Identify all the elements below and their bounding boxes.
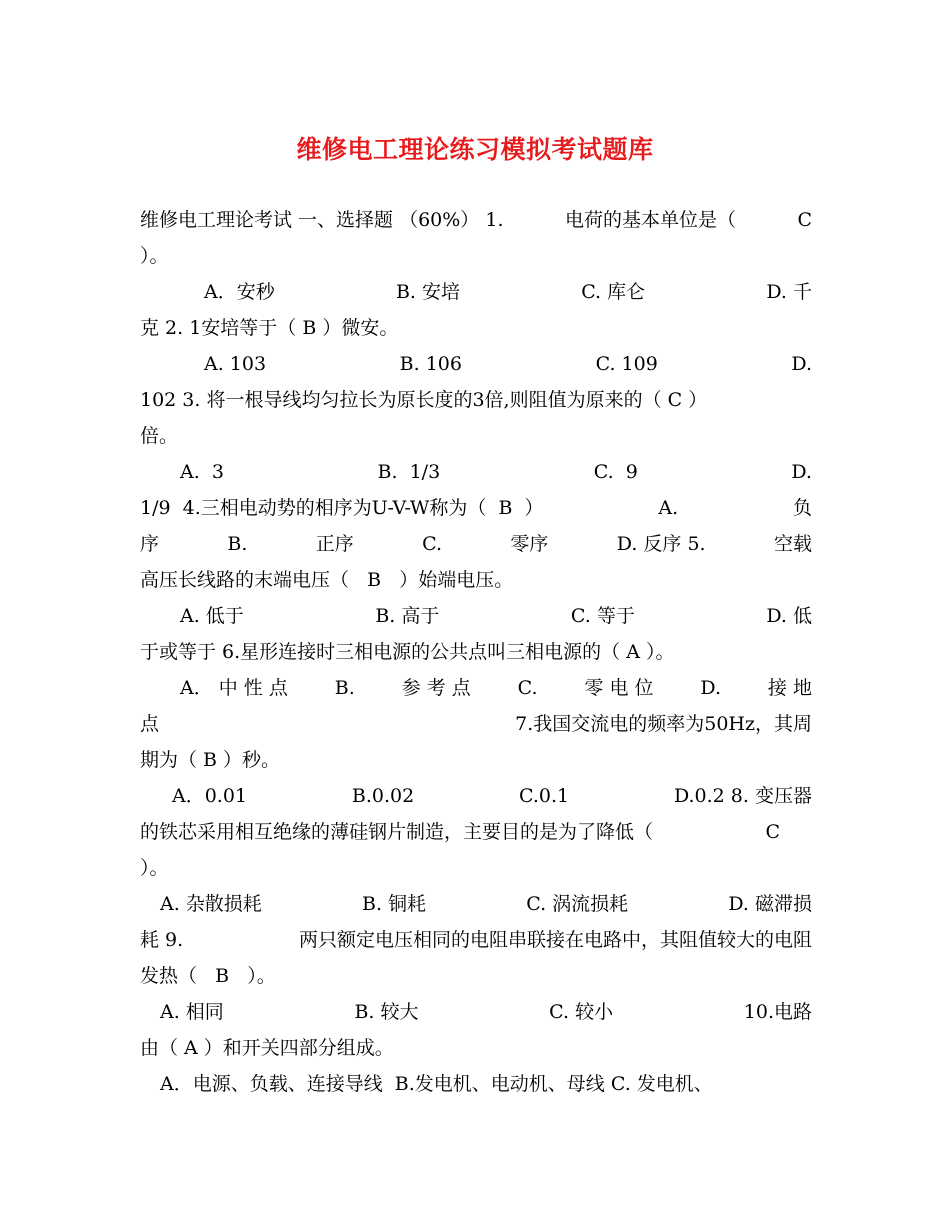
option-d: D.0.2 8. 变压器 xyxy=(673,785,812,807)
option-b: B. 安培 xyxy=(395,281,460,303)
option-a: A. 相同 xyxy=(160,1001,224,1023)
option-c: C. 9 xyxy=(593,461,638,483)
option-b: B.0.02 xyxy=(351,785,415,807)
text-segment: C xyxy=(797,209,812,231)
option-d: D. 低 xyxy=(766,605,812,627)
text-segment: 负 xyxy=(792,497,812,519)
option-d: D. xyxy=(791,461,812,483)
text-line xyxy=(140,634,812,670)
text-segment: 点 xyxy=(140,713,160,735)
option-d: D. 磁滞损 xyxy=(728,893,812,915)
options-line xyxy=(140,598,812,634)
document-body xyxy=(140,202,812,1102)
text-segment: 两只额定电压相同的电阻串联接在电路中，其阻值较大的电阻 xyxy=(298,929,812,951)
document-title: 维修电工理论练习模拟考试题库 xyxy=(296,135,654,164)
text-segment: 倍。 xyxy=(140,425,179,447)
text-segment: A. xyxy=(658,497,679,519)
text-segment: 维修电工理论考试 一、选择题 （60%） 1. xyxy=(140,209,504,231)
option-a: A. 杂散损耗 xyxy=(160,893,262,915)
option-c-letter: C. xyxy=(517,677,538,699)
options-line xyxy=(140,670,812,706)
text-segment: 发热（ B ）。 xyxy=(140,965,276,987)
text-segment: 10.电路 xyxy=(743,1001,812,1023)
text-segment: 耗 9. xyxy=(140,929,184,951)
option-b-letter: B. xyxy=(334,677,355,699)
text-segment: 1/9 4.三相电动势的相序为U-V-W称为（ B ） xyxy=(140,497,544,519)
text-line xyxy=(140,490,812,526)
text-segment: ）。 xyxy=(140,857,169,879)
text-segment: A．电源、负载、连接导线 B.发电机、电动机、母线 C. 发电机、 xyxy=(160,1073,713,1095)
text-segment: 电荷的基本单位是（ xyxy=(564,209,736,231)
text-line xyxy=(140,742,812,778)
text-segment: B. xyxy=(227,533,248,555)
text-line xyxy=(140,382,812,418)
text-segment: 期为（ B ）秒。 xyxy=(140,749,281,771)
option-a: A. 103 xyxy=(204,353,267,375)
option-b: B. 铜耗 xyxy=(361,893,427,915)
text-segment: 的铁芯采用相互绝缘的薄硅钢片制造，主要目的是为了降低（ xyxy=(140,821,654,843)
text-line xyxy=(140,238,812,274)
option-a: A． 中 性 点 xyxy=(180,677,288,699)
text-line xyxy=(140,526,812,562)
text-segment: 高压长线路的末端电压（ B ）始端电压。 xyxy=(140,569,514,591)
options-line xyxy=(140,274,812,310)
option-b: B. 106 xyxy=(399,353,462,375)
option-a: A．0.01 xyxy=(172,785,248,807)
option-c: C. 涡流损耗 xyxy=(526,893,629,915)
option-d-letter: D. xyxy=(700,677,722,699)
text-line xyxy=(140,814,812,850)
option-b: B. 较大 xyxy=(354,1001,419,1023)
options-line xyxy=(140,994,812,1030)
text-line xyxy=(140,310,812,346)
text-segment: D. 反序 5. xyxy=(616,533,706,555)
text-segment: 于或等于 6.星形连接时三相电源的公共点叫三相电源的（ A ）。 xyxy=(140,641,675,663)
option-a: A. 3 xyxy=(180,461,224,483)
options-line xyxy=(140,454,812,490)
option-c: C.0.1 xyxy=(519,785,570,807)
text-line xyxy=(140,1030,812,1066)
options-line xyxy=(140,1066,812,1102)
text-segment: 序 xyxy=(140,533,160,555)
option-c-text: 零 电 位 xyxy=(584,677,654,699)
text-segment: 由（ A ）和开关四部分组成。 xyxy=(140,1037,394,1059)
text-segment: 零序 xyxy=(510,533,549,555)
option-a: A. 低于 xyxy=(180,605,244,627)
text-line xyxy=(140,202,812,238)
option-a: A．安秒 xyxy=(204,281,275,303)
text-line xyxy=(140,922,812,958)
option-d: D. xyxy=(791,353,812,375)
option-c: C. 109 xyxy=(595,353,658,375)
text-segment: 空载 xyxy=(773,533,812,555)
options-line xyxy=(140,778,812,814)
text-segment: 7.我国交流电的频率为50Hz，其周 xyxy=(515,713,812,735)
text-line xyxy=(140,958,812,994)
text-line xyxy=(140,562,812,598)
option-b-text: 参 考 点 xyxy=(401,677,471,699)
text-line xyxy=(140,706,812,742)
text-segment: C. xyxy=(422,533,443,555)
text-segment: C xyxy=(765,821,780,843)
text-segment: 克 2. 1安培等于（ B ）微安。 xyxy=(140,317,399,339)
option-c: C. 等于 xyxy=(570,605,635,627)
text-segment: 正序 xyxy=(315,533,354,555)
text-line xyxy=(140,850,812,886)
option-b: B. 1/3 xyxy=(377,461,441,483)
text-line xyxy=(140,418,812,454)
option-d-text: 接 地 xyxy=(767,677,812,699)
options-line xyxy=(140,886,812,922)
text-segment: ）。 xyxy=(140,245,169,267)
options-line xyxy=(140,346,812,382)
option-d: D. 千 xyxy=(766,281,812,303)
option-b: B. 高于 xyxy=(375,605,440,627)
option-c: C. 库仑 xyxy=(581,281,646,303)
text-segment: 102 3. 将一根导线均匀拉长为原长度的3倍,则阻值为原来的（ C ） xyxy=(140,389,708,411)
option-c: C. 较小 xyxy=(549,1001,614,1023)
